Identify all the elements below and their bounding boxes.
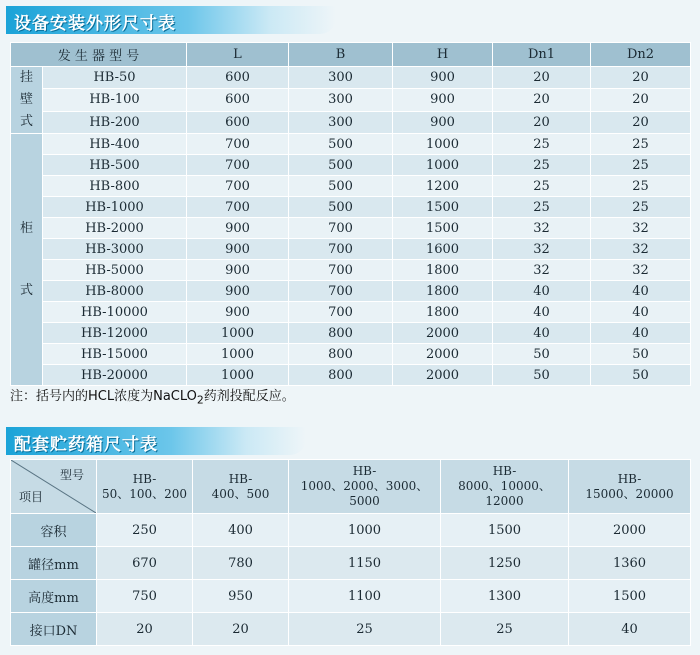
cell-model: HB-500 bbox=[43, 155, 187, 176]
table-cell: 600 bbox=[187, 111, 289, 133]
table-cell: 1000 bbox=[187, 323, 289, 344]
table-cell: 750 bbox=[97, 580, 193, 613]
table-cell: 700 bbox=[187, 176, 289, 197]
column-header-line2: 8000、10000、12000 bbox=[458, 479, 551, 508]
table-cell: 1000 bbox=[393, 155, 493, 176]
table-cell: 950 bbox=[193, 580, 289, 613]
column-header bbox=[441, 460, 569, 514]
cell-model: HB-1000 bbox=[43, 197, 187, 218]
table-cell: 25 bbox=[493, 176, 591, 197]
group-label-char: 壁 bbox=[19, 92, 33, 107]
table-cell: 1800 bbox=[393, 302, 493, 323]
table-row bbox=[11, 218, 691, 239]
table-cell: 700 bbox=[289, 239, 393, 260]
table-cell: 700 bbox=[187, 197, 289, 218]
table-cell: 900 bbox=[393, 111, 493, 133]
table-cell: 300 bbox=[289, 89, 393, 111]
table-cell: 600 bbox=[187, 89, 289, 111]
table-cell: 800 bbox=[289, 365, 393, 386]
header-model: 发 生 器 型 号 bbox=[11, 43, 187, 67]
table-cell: 25 bbox=[493, 197, 591, 218]
table-cell: 20 bbox=[493, 89, 591, 111]
table-cell: 780 bbox=[193, 547, 289, 580]
column-header-line2: 15000、20000 bbox=[585, 486, 674, 501]
corner-label-model: 型号 bbox=[59, 468, 84, 482]
table-cell: 700 bbox=[289, 260, 393, 281]
footnote-subscript: 2 bbox=[196, 393, 204, 407]
table-cell: 400 bbox=[193, 514, 289, 547]
section-title-install: 设备安装外形尺寸表 bbox=[14, 14, 176, 34]
table-cell: 40 bbox=[493, 281, 591, 302]
header-B: B bbox=[289, 43, 393, 67]
table-cell: 900 bbox=[187, 281, 289, 302]
row-label: 容积 bbox=[11, 514, 97, 547]
table-cell: 1500 bbox=[569, 580, 691, 613]
table-cell: 500 bbox=[289, 176, 393, 197]
table-cell: 1500 bbox=[393, 197, 493, 218]
table-cell: 32 bbox=[493, 218, 591, 239]
row-label: 高度mm bbox=[11, 580, 97, 613]
table-cell: 50 bbox=[493, 344, 591, 365]
footnote bbox=[10, 385, 295, 407]
table-cell: 40 bbox=[591, 323, 691, 344]
footnote-prefix: 注：括号内的HCL浓度为NaCLO bbox=[10, 389, 197, 404]
table-cell: 2000 bbox=[569, 514, 691, 547]
table-cell: 20 bbox=[591, 111, 691, 133]
table-cell: 1500 bbox=[393, 218, 493, 239]
cell-model: HB-20000 bbox=[43, 365, 187, 386]
cell-model: HB-12000 bbox=[43, 323, 187, 344]
table-cell: 1000 bbox=[393, 134, 493, 155]
table-cell: 25 bbox=[591, 155, 691, 176]
header-L: L bbox=[187, 43, 289, 67]
corner-label-item: 项目 bbox=[19, 490, 44, 504]
table-cell: 1000 bbox=[289, 514, 441, 547]
table-cell: 800 bbox=[289, 323, 393, 344]
table-cell: 20 bbox=[493, 67, 591, 89]
cell-model: HB-200 bbox=[43, 111, 187, 133]
column-header-line2: 50、100、200 bbox=[101, 486, 188, 501]
table-row bbox=[11, 89, 691, 111]
table-cell: 25 bbox=[493, 134, 591, 155]
row-label: 接口DN bbox=[11, 613, 97, 646]
table-header-row bbox=[11, 43, 691, 67]
column-header-line1: HB- bbox=[132, 471, 157, 486]
table-row bbox=[11, 547, 691, 580]
table-row bbox=[11, 365, 691, 386]
group-label-char: 柜 bbox=[19, 220, 33, 236]
table-cell: 40 bbox=[569, 613, 691, 646]
footnote-suffix: 药剂投配反应。 bbox=[203, 389, 295, 404]
table-cell: 800 bbox=[289, 344, 393, 365]
table-cell: 20 bbox=[193, 613, 289, 646]
table-cell: 900 bbox=[393, 89, 493, 111]
section-title-banner-install bbox=[6, 6, 336, 34]
table-cell: 40 bbox=[591, 281, 691, 302]
table-cell: 1250 bbox=[441, 547, 569, 580]
table-cell: 900 bbox=[187, 260, 289, 281]
tank-dimension-table bbox=[10, 459, 691, 646]
table-cell: 700 bbox=[289, 302, 393, 323]
table-cell: 50 bbox=[591, 344, 691, 365]
table-cell: 20 bbox=[493, 111, 591, 133]
section-title-tank: 配套贮药箱尺寸表 bbox=[14, 435, 158, 455]
cell-model: HB-8000 bbox=[43, 281, 187, 302]
cell-model: HB-800 bbox=[43, 176, 187, 197]
table-cell: 32 bbox=[493, 239, 591, 260]
column-header bbox=[193, 460, 289, 514]
table-cell: 1150 bbox=[289, 547, 441, 580]
group-label-wall bbox=[11, 67, 43, 134]
table-row bbox=[11, 260, 691, 281]
table-row bbox=[11, 67, 691, 89]
table-row bbox=[11, 111, 691, 133]
table-cell: 900 bbox=[187, 302, 289, 323]
table-cell: 1200 bbox=[393, 176, 493, 197]
table-cell: 1600 bbox=[393, 239, 493, 260]
cell-model: HB-400 bbox=[43, 134, 187, 155]
table-cell: 40 bbox=[493, 323, 591, 344]
cell-model: HB-50 bbox=[43, 67, 187, 89]
table-cell: 25 bbox=[441, 613, 569, 646]
table-cell: 300 bbox=[289, 67, 393, 89]
cell-model: HB-10000 bbox=[43, 302, 187, 323]
cell-model: HB-15000 bbox=[43, 344, 187, 365]
table-cell: 1500 bbox=[441, 514, 569, 547]
table-cell: 300 bbox=[289, 111, 393, 133]
table-cell: 25 bbox=[591, 176, 691, 197]
table-cell: 1300 bbox=[441, 580, 569, 613]
table-cell: 1000 bbox=[187, 365, 289, 386]
header-H: H bbox=[393, 43, 493, 67]
table-cell: 900 bbox=[187, 239, 289, 260]
table-cell: 40 bbox=[591, 302, 691, 323]
table-cell: 500 bbox=[289, 197, 393, 218]
table-row bbox=[11, 514, 691, 547]
section-title-banner-tank bbox=[6, 427, 306, 455]
table-cell: 900 bbox=[187, 218, 289, 239]
column-header-line1: HB- bbox=[617, 471, 642, 486]
table-cell: 700 bbox=[289, 281, 393, 302]
table-cell: 32 bbox=[591, 239, 691, 260]
install-dimension-table bbox=[10, 42, 691, 386]
table-cell: 700 bbox=[187, 134, 289, 155]
table-row bbox=[11, 580, 691, 613]
table-cell: 20 bbox=[591, 67, 691, 89]
table-cell: 670 bbox=[97, 547, 193, 580]
cell-model: HB-100 bbox=[43, 89, 187, 111]
table-cell: 2000 bbox=[393, 365, 493, 386]
table-row bbox=[11, 281, 691, 302]
table-cell: 50 bbox=[493, 365, 591, 386]
header-Dn1: Dn1 bbox=[493, 43, 591, 67]
table-cell: 1800 bbox=[393, 260, 493, 281]
table-row bbox=[11, 344, 691, 365]
table-cell: 2000 bbox=[393, 323, 493, 344]
header-Dn2: Dn2 bbox=[591, 43, 691, 67]
table-row bbox=[11, 134, 691, 155]
column-header-line2: 400、500 bbox=[211, 486, 270, 501]
column-header bbox=[569, 460, 691, 514]
table-cell: 32 bbox=[591, 218, 691, 239]
table-cell: 1000 bbox=[187, 344, 289, 365]
column-header bbox=[97, 460, 193, 514]
group-label-char: 挂 bbox=[19, 70, 33, 85]
table-cell: 900 bbox=[393, 67, 493, 89]
table-row bbox=[11, 323, 691, 344]
cell-model: HB-3000 bbox=[43, 239, 187, 260]
table-cell: 32 bbox=[591, 260, 691, 281]
table-cell: 20 bbox=[591, 89, 691, 111]
table-cell: 25 bbox=[493, 155, 591, 176]
table-cell: 32 bbox=[493, 260, 591, 281]
table-cell: 40 bbox=[493, 302, 591, 323]
column-header-line1: HB- bbox=[352, 464, 377, 478]
table-cell: 700 bbox=[187, 155, 289, 176]
table-cell: 500 bbox=[289, 155, 393, 176]
cell-model: HB-2000 bbox=[43, 218, 187, 239]
column-header-line1: HB- bbox=[492, 464, 517, 478]
table-cell: 50 bbox=[591, 365, 691, 386]
table-header-row bbox=[11, 460, 691, 514]
group-label-char: 式 bbox=[19, 282, 33, 298]
column-header bbox=[289, 460, 441, 514]
table-row bbox=[11, 302, 691, 323]
table-cell: 600 bbox=[187, 67, 289, 89]
table-cell: 20 bbox=[97, 613, 193, 646]
table-cell: 25 bbox=[289, 613, 441, 646]
table-row bbox=[11, 613, 691, 646]
table-cell: 1360 bbox=[569, 547, 691, 580]
table-cell: 1100 bbox=[289, 580, 441, 613]
cell-model: HB-5000 bbox=[43, 260, 187, 281]
table-cell: 25 bbox=[591, 197, 691, 218]
group-label-cabinet bbox=[11, 134, 43, 386]
table-row bbox=[11, 239, 691, 260]
table-row bbox=[11, 197, 691, 218]
table-row bbox=[11, 176, 691, 197]
table-cell: 250 bbox=[97, 514, 193, 547]
column-header-line1: HB- bbox=[228, 471, 253, 486]
table-cell: 1800 bbox=[393, 281, 493, 302]
group-label-char: 式 bbox=[19, 114, 33, 129]
table-cell: 500 bbox=[289, 134, 393, 155]
row-label: 罐径mm bbox=[11, 547, 97, 580]
table-row bbox=[11, 155, 691, 176]
column-header-line2: 1000、2000、3000、5000 bbox=[300, 479, 429, 508]
table-cell: 25 bbox=[591, 134, 691, 155]
table-cell: 2000 bbox=[393, 344, 493, 365]
table-cell: 700 bbox=[289, 218, 393, 239]
diagonal-corner-cell bbox=[11, 460, 97, 514]
